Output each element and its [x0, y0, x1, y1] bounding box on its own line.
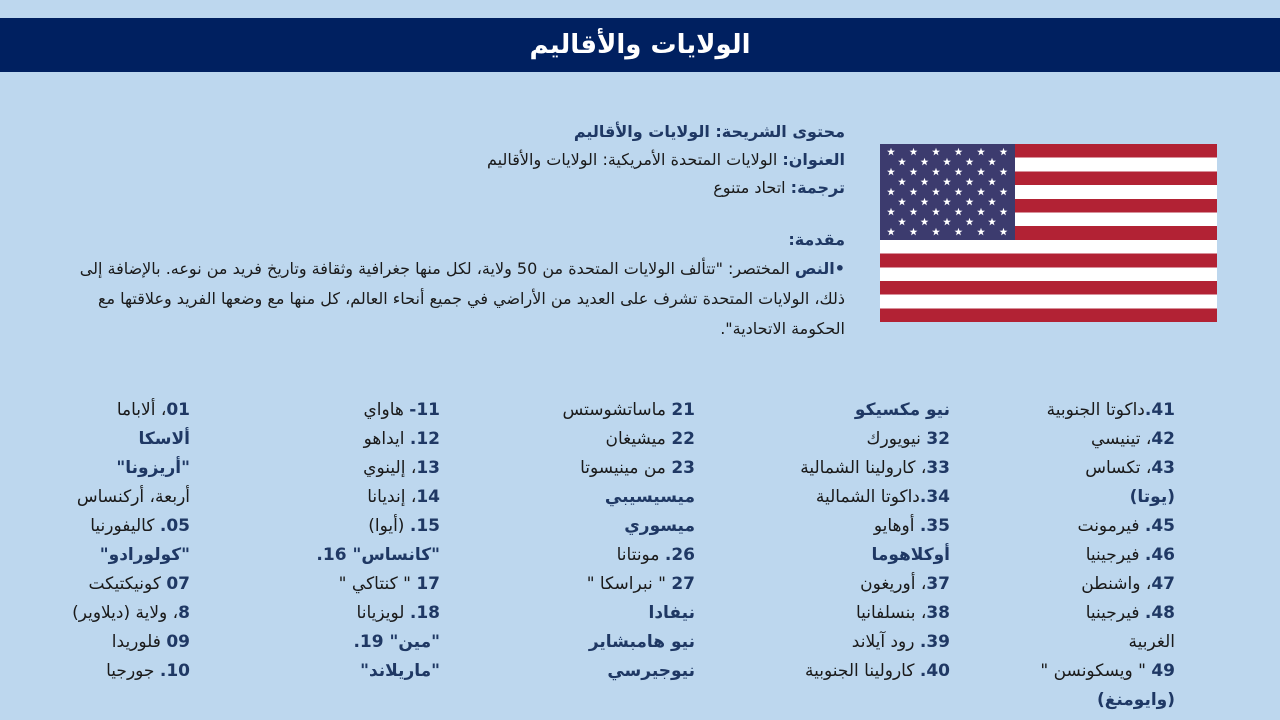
state-name: ألاسكا: [138, 429, 190, 449]
flag-star: [910, 208, 918, 216]
state-number: 12.: [409, 429, 440, 449]
state-number: 05.: [159, 516, 190, 536]
state-item: [265, 425, 440, 454]
slide-title: الولايات والأقاليم: [529, 30, 751, 60]
flag-star: [1000, 168, 1008, 176]
state-name: جورجيا: [106, 661, 160, 681]
flag-star: [898, 198, 906, 206]
state-item: [760, 483, 950, 512]
state-item: [760, 396, 950, 425]
state-item: [265, 396, 440, 425]
state-item: [955, 570, 1175, 599]
state-name: فيرمونت: [1077, 516, 1145, 536]
flag-star: [943, 218, 951, 226]
flag-star: [1000, 148, 1008, 156]
state-item: [760, 541, 950, 570]
state-name: ، بنسلفانيا: [855, 603, 927, 623]
state-item: [955, 657, 1175, 686]
state-name: نيويورك: [866, 429, 927, 449]
state-number: 8: [178, 603, 190, 623]
flag-star: [887, 188, 895, 196]
state-number: 32: [926, 429, 950, 449]
flag-star: [932, 208, 940, 216]
state-item: [760, 570, 950, 599]
translation-label: ترجمة:: [790, 178, 845, 197]
state-item: [265, 454, 440, 483]
state-number: 26.: [664, 545, 695, 565]
state-number: 40.: [919, 661, 950, 681]
state-item: [20, 541, 190, 570]
state-name: هاواي: [363, 400, 410, 420]
state-item: [20, 599, 190, 628]
state-number: 38: [926, 603, 950, 623]
state-item: [265, 541, 440, 570]
state-name: ، إلينوي: [363, 458, 417, 478]
state-item: [20, 512, 190, 541]
state-name: نيوجيرسي: [607, 661, 695, 681]
state-name: (أيوا): [368, 516, 410, 536]
state-name: فلوريدا: [111, 632, 167, 652]
state-item: [510, 657, 695, 686]
state-name: مونتانا: [616, 545, 665, 565]
state-name: فيرجينيا: [1085, 603, 1145, 623]
state-number: 35.: [919, 516, 950, 536]
state-name: ، كارولينا الشمالية: [800, 458, 927, 478]
state-number: 42: [1151, 429, 1175, 449]
state-item: [265, 483, 440, 512]
flag-star: [910, 148, 918, 156]
state-item: [760, 425, 950, 454]
title-label: العنوان:: [782, 150, 845, 169]
flag-star: [988, 158, 996, 166]
flag-star: [887, 168, 895, 176]
state-number: 48.: [1144, 603, 1175, 623]
state-number: 07: [166, 574, 190, 594]
state-number: 41.: [1144, 400, 1175, 420]
state-number: 45.: [1144, 516, 1175, 536]
state-name: ، إنديانا: [367, 487, 417, 507]
intro-heading: مقدمة:: [788, 230, 845, 249]
state-number: 27: [671, 574, 695, 594]
state-name: ، تكساس: [1085, 458, 1152, 478]
title-line: [65, 146, 845, 174]
translation-line: [65, 174, 845, 202]
state-item: [955, 454, 1175, 483]
state-item: [955, 541, 1175, 570]
state-item: [510, 454, 695, 483]
flag-star: [921, 158, 929, 166]
state-name: أربعة، أركنساس: [76, 487, 190, 507]
state-item: [20, 425, 190, 454]
flag-star: [932, 188, 940, 196]
state-item: [510, 599, 695, 628]
flag-star: [910, 228, 918, 236]
flag-star: [887, 228, 895, 236]
state-item: [20, 454, 190, 483]
state-name: داكوتا الجنوبية: [1046, 400, 1145, 420]
flag-star: [898, 218, 906, 226]
flag-star: [1000, 208, 1008, 216]
state-item: [20, 570, 190, 599]
state-item: [20, 628, 190, 657]
state-item: [265, 628, 440, 657]
state-name: أوهايو: [873, 516, 920, 536]
slide-content-line: محتوى الشريحة: الولايات والأقاليم: [573, 122, 845, 141]
state-number: 34.: [919, 487, 950, 507]
text-label: •النص: [794, 259, 845, 278]
state-item: [510, 396, 695, 425]
flag-star: [1000, 228, 1008, 236]
flag-star: [977, 168, 985, 176]
slide-title-bar: [0, 18, 1280, 72]
state-item: [265, 599, 440, 628]
intro-text: [65, 254, 845, 344]
state-item: [510, 628, 695, 657]
state-item: [760, 512, 950, 541]
state-number: 37: [926, 574, 950, 594]
flag-star: [966, 158, 974, 166]
state-name: ميسيسيبي: [604, 487, 695, 507]
state-name: "كانساس" 16.: [316, 545, 440, 565]
flag-star: [898, 158, 906, 166]
state-name: ، واشنطن: [1081, 574, 1152, 594]
states-column-4: [760, 396, 950, 686]
flag-star: [988, 198, 996, 206]
state-item: [955, 512, 1175, 541]
flag-star: [932, 228, 940, 236]
state-number: 18.: [409, 603, 440, 623]
state-name: كاليفورنيا: [90, 516, 160, 536]
flag-star: [898, 178, 906, 186]
state-item: [510, 425, 695, 454]
state-number: 49: [1151, 661, 1175, 681]
state-item: [955, 686, 1175, 715]
flag-star: [943, 158, 951, 166]
state-item: [760, 454, 950, 483]
state-name: نيو هامبشاير: [588, 632, 695, 652]
state-item: [510, 541, 695, 570]
state-item: [20, 396, 190, 425]
flag-star: [966, 198, 974, 206]
state-item: [760, 599, 950, 628]
flag-star: [988, 178, 996, 186]
state-name: رود آيلاند: [851, 632, 920, 652]
state-item: [955, 425, 1175, 454]
state-number: 22: [671, 429, 695, 449]
translation-value: اتحاد متنوع: [713, 178, 791, 197]
state-name: " ويسكونسن ": [1040, 661, 1152, 681]
state-number: 11-: [409, 400, 440, 420]
state-name: داكوتا الشمالية: [815, 487, 920, 507]
flag-star: [955, 148, 963, 156]
state-item: [955, 396, 1175, 425]
state-number: 15.: [409, 516, 440, 536]
state-name: ، تينيسي: [1090, 429, 1152, 449]
state-name: ميشيغان: [605, 429, 672, 449]
us-flag-image: [880, 144, 1217, 322]
state-item: [510, 483, 695, 512]
state-name: ، ولاية (ديلاوير): [72, 603, 179, 623]
state-number: 39.: [919, 632, 950, 652]
flag-star: [910, 188, 918, 196]
flag-star: [943, 178, 951, 186]
state-name: "أريزونا": [116, 458, 190, 478]
state-item: [20, 657, 190, 686]
flag-star: [887, 148, 895, 156]
states-column-2: [265, 396, 440, 686]
state-item: [760, 657, 950, 686]
state-number: 01: [166, 400, 190, 420]
state-name: نيو مكسيكو: [854, 400, 950, 420]
flag-star: [955, 228, 963, 236]
flag-star: [887, 208, 895, 216]
flag-star: [932, 148, 940, 156]
state-name: ماساتشوستس: [562, 400, 672, 420]
state-item: [955, 628, 1175, 657]
state-name: نيفادا: [648, 603, 695, 623]
states-column-1: [20, 396, 190, 686]
state-item: [510, 512, 695, 541]
flag-star: [921, 178, 929, 186]
state-number: 33: [926, 458, 950, 478]
state-name: فيرجينيا: [1085, 545, 1145, 565]
state-name: أوكلاهوما: [871, 545, 950, 565]
state-item: [955, 599, 1175, 628]
state-name: "ماريلاند": [360, 661, 440, 681]
states-column-3: [510, 396, 695, 686]
state-number: 10.: [159, 661, 190, 681]
state-item: [955, 483, 1175, 512]
title-value: الولايات المتحدة الأمريكية: الولايات والأقاليم: [487, 150, 783, 169]
flag-star: [932, 168, 940, 176]
state-number: 46.: [1144, 545, 1175, 565]
flag-star: [977, 228, 985, 236]
state-name: ، أوريغون: [860, 574, 927, 594]
state-name: "مين" 19.: [353, 632, 440, 652]
state-name: ميسوري: [624, 516, 695, 536]
state-name: "كولورادو": [99, 545, 190, 565]
state-name: ايداهو: [363, 429, 410, 449]
state-name: من مينيسوتا: [580, 458, 672, 478]
flag-star: [977, 148, 985, 156]
flag-star: [921, 218, 929, 226]
state-item: [265, 570, 440, 599]
state-number: 17: [416, 574, 440, 594]
states-column-5: [955, 396, 1175, 715]
flag-star: [955, 188, 963, 196]
flag-star: [966, 218, 974, 226]
slide-info: [65, 118, 845, 344]
state-name: " نبراسكا ": [586, 574, 672, 594]
flag-star: [910, 168, 918, 176]
text-value: المختصر: "تتألف الولايات المتحدة من 50 ولاية، لكل منها جغرافية وثقافة وتاريخ فريد من نوعه. بالإضافة إلى ذلك، الولايات المتحدة تشرف على العديد من الأراضي في جميع أنحاء العالم، كل منها مع وضعها الفريد وعلاقتها مع الحكومة الاتحادية".: [79, 259, 845, 338]
flag-star: [943, 198, 951, 206]
state-name: كارولينا الجنوبية: [804, 661, 920, 681]
state-name: " كنتاكي ": [338, 574, 417, 594]
flag-star: [977, 208, 985, 216]
state-number: 23: [671, 458, 695, 478]
state-name: (يوتا): [1129, 487, 1175, 507]
state-number: 21: [671, 400, 695, 420]
flag-star: [921, 198, 929, 206]
state-number: 09: [166, 632, 190, 652]
state-item: [20, 483, 190, 512]
state-number: 13: [416, 458, 440, 478]
state-number: 14: [416, 487, 440, 507]
state-item: [760, 628, 950, 657]
state-item: [510, 570, 695, 599]
flag-canton: [880, 144, 1015, 240]
state-number: 43: [1151, 458, 1175, 478]
state-item: [265, 512, 440, 541]
flag-star: [955, 208, 963, 216]
flag-star: [977, 188, 985, 196]
state-name: (وايومنغ): [1096, 690, 1175, 710]
flag-star: [955, 168, 963, 176]
state-number: 47: [1151, 574, 1175, 594]
state-name: ، ألاباما: [116, 400, 167, 420]
state-item: [265, 657, 440, 686]
flag-star: [966, 178, 974, 186]
state-name: لويزيانا: [356, 603, 410, 623]
state-name: الغربية: [1128, 632, 1175, 652]
flag-stars: [880, 144, 1015, 240]
state-name: كونيكتيكت: [88, 574, 167, 594]
flag-star: [988, 218, 996, 226]
flag-star: [1000, 188, 1008, 196]
